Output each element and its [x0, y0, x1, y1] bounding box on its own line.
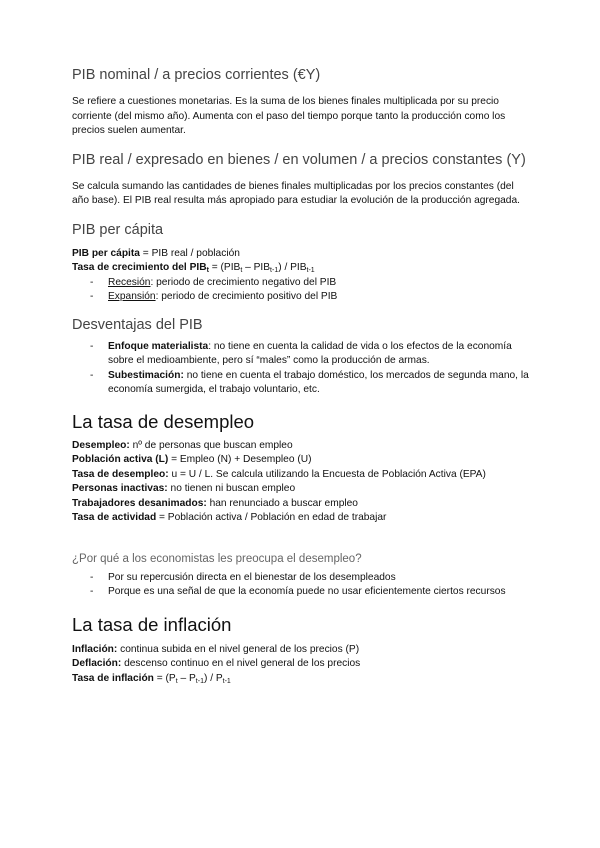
definition-line: Trabajadores desanimados: han renunciado a buscar empleo [72, 497, 358, 509]
document-content [72, 66, 532, 686]
paragraph-pib-nominal: Se refiere a cuestiones monetarias. Es la suma de los bienes finales multiplicada por su precio corriente (del mismo año). Aumenta con el paso del tiempo porque tanto la producción como los precios suelen aumentar. [72, 96, 506, 136]
definition-pib-per-capita: PIB per cápita = PIB real / población [72, 247, 240, 259]
list-item: - Expansión: periodo de crecimiento positivo del PIB [90, 291, 338, 302]
list-item: - Subestimación: no tiene en cuenta el trabajo doméstico, los mercados de segunda mano, la economía sumergida, el trabajo voluntario, etc. [90, 369, 529, 395]
list-item: - Por su repercusión directa en el bienestar de los desempleados [90, 571, 396, 583]
definition-line: Población activa (L) = Empleo (N) + Desempleo (U) [72, 454, 312, 465]
list-item: - Enfoque materialista: no tiene en cuenta la calidad de vida o los efectos de la economía sobre el medioambiente, pero sí “males” como la producción de armas. [90, 340, 512, 366]
definition-line: Tasa de actividad = Población activa / Población en edad de trabajar [72, 512, 387, 523]
drawbacks-bullet-list [72, 340, 532, 398]
unemployment-definitions [72, 439, 532, 526]
definition-line: Inflación: continua subida en el nivel general de los precios (P) [72, 643, 360, 655]
formula-growth-rate: Tasa de crecimiento del $PIB_t = (PIB_t - PIB_{t-1}) / PIB_{t-1}$ [72, 262, 315, 274]
heading-pib-real: PIB real / expresado en bienes / en volumen / a precios constantes (Y) [72, 151, 526, 168]
list-item: - Recesión: periodo de crecimiento negativo del PIB [90, 276, 337, 288]
definition-line: Personas inactivas: no tienen ni buscan empleo [72, 483, 296, 494]
term: Tasa de crecimiento del $PIB_t$ [72, 262, 209, 274]
heading-desventajas: Desventajas del PIB [72, 316, 203, 333]
heading-pib-nominal: PIB nominal / a precios corrientes (€Y) [72, 67, 321, 83]
paragraph-pib-real: Se calcula sumando las cantidades de bienes finales multiplicadas por los precios constantes (del año base). El PIB real resulta más apropiado para estudiar la evolución de la producción agregada. [72, 180, 520, 206]
inflation-definitions [72, 643, 532, 687]
heading-pib-per-capita: PIB per cápita [72, 221, 164, 238]
question-bullet-list [72, 571, 532, 600]
definition-line: Deflación: descenso continuo en el nivel general de los precios [72, 658, 361, 669]
formula-inflation-rate: Tasa de inflación = $(P_t - P_{t-1}) / P_{t-1}$ [72, 672, 231, 685]
list-item: - Porque es una señal de que la economía puede no usar eficientemente ciertos recursos [90, 586, 506, 597]
heading-desempleo: La tasa de desempleo [72, 410, 255, 432]
growth-bullet-list [72, 276, 532, 305]
definition-line: Tasa de desempleo: u = U / L. Se calcula utilizando la Encuesta de Población Activa (EPA) [72, 468, 486, 480]
subheading-question: ¿Por qué a los economistas les preocupa el desempleo? [72, 552, 362, 565]
definition-line: Desempleo: nº de personas que buscan empleo [72, 439, 293, 451]
term: PIB per cápita [72, 247, 140, 259]
heading-inflacion: La tasa de inflación [72, 613, 232, 635]
